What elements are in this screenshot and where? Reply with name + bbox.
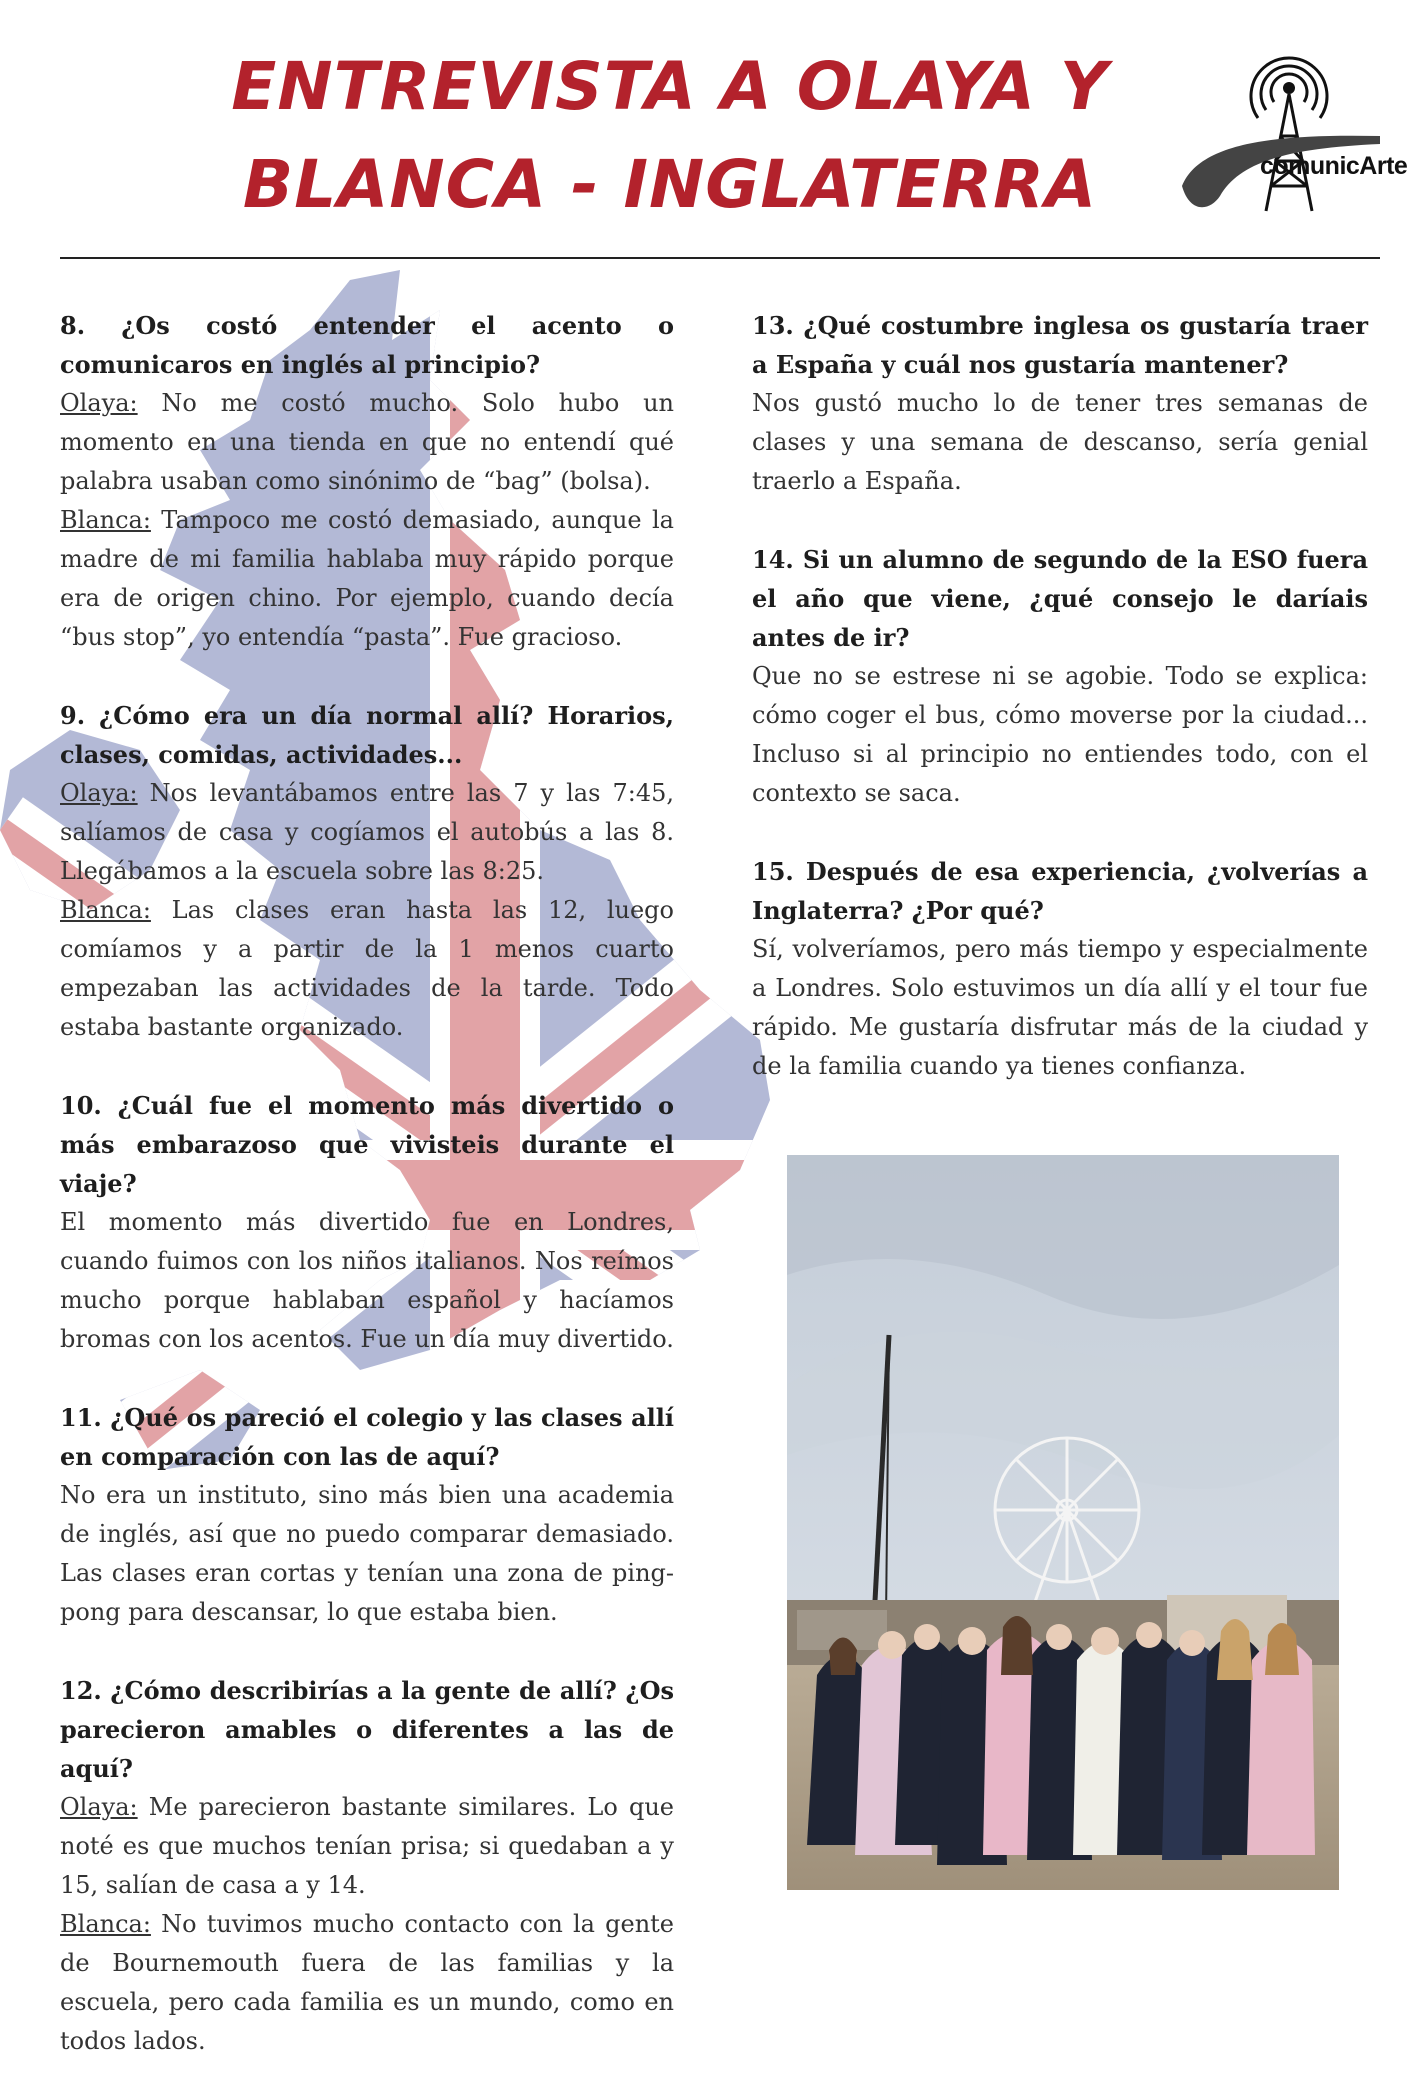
answer-text: Que no se estrese ni se agobie. Todo se explica: cómo coger el bus, cómo moverse por la ciudad... Incluso si al principio no entiendes todo, con el contexto se saca.: [752, 662, 1368, 807]
speaker-label: Blanca:: [60, 1910, 151, 1938]
speaker-label: Olaya:: [60, 1793, 138, 1821]
right-column: [752, 306, 1368, 1125]
left-column: [60, 306, 674, 2100]
speaker-label: Olaya:: [60, 779, 138, 807]
page-title: [180, 38, 1160, 234]
qa-item-8: [60, 306, 674, 657]
qa-item-10: [60, 1086, 674, 1359]
title-line-2: BLANCA - INGLATERRA: [242, 146, 1098, 223]
question-11: 11. ¿Qué os pareció el colegio y las clases allí en comparación con las de aquí?: [60, 1403, 674, 1471]
qa-item-9: [60, 696, 674, 1047]
logo-text: comunicArte: [1260, 152, 1408, 180]
qa-item-11: [60, 1398, 674, 1632]
question-15: 15. Después de esa experiencia, ¿volverías a Inglaterra? ¿Por qué?: [752, 857, 1368, 925]
answer-text: No me costó mucho. Solo hubo un momento en una tienda en que no entendí qué palabra usaban como sinónimo de “bag” (bolsa).: [60, 389, 674, 495]
qa-item-14: [752, 540, 1368, 813]
answer-text: Me parecieron bastante similares. Lo que noté es que muchos tenían prisa; si quedaban a y 15, salían de casa a y 14.: [60, 1793, 674, 1899]
answer-paragraph: [60, 891, 674, 1047]
qa-item-13: [752, 306, 1368, 501]
question-9: 9. ¿Cómo era un día normal allí? Horarios, clases, comidas, actividades...: [60, 701, 674, 769]
header-divider: [60, 257, 1380, 259]
answer-paragraph: [60, 1905, 674, 2061]
answer-text: Nos levantábamos entre las 7 y las 7:45, salíamos de casa y cogíamos el autobús a las 8. Llegábamos a la escuela sobre las 8:25.: [60, 779, 674, 885]
question-10: 10. ¿Cuál fue el momento más divertido o más embarazoso que vivisteis durante el viaje?: [60, 1091, 674, 1198]
speaker-label: Olaya:: [60, 389, 138, 417]
question-12: 12. ¿Cómo describirías a la gente de allí? ¿Os parecieron amables o diferentes a las de aquí?: [60, 1676, 674, 1783]
answer-text: No tuvimos mucho contacto con la gente de Bournemouth fuera de las familias y la escuela, pero cada familia es un mundo, como en todos lados.: [60, 1910, 674, 2055]
answer-paragraph: [60, 501, 674, 657]
answer-paragraph: [60, 384, 674, 501]
answer-paragraph: [60, 1788, 674, 1905]
answer-text: No era un instituto, sino más bien una academia de inglés, así que no puedo comparar demasiado. Las clases eran cortas y tenían una zona de ping-pong para descansar, lo que estaba bien.: [60, 1481, 674, 1626]
answer-text: Las clases eran hasta las 12, luego comíamos y a partir de la 1 menos cuarto empezaban las actividades de la tarde. Todo estaba bastante organizado.: [60, 896, 674, 1041]
question-8: 8. ¿Os costó entender el acento o comunicaros en inglés al principio?: [60, 311, 674, 379]
answer-paragraph: [60, 774, 674, 891]
answer-text: El momento más divertido fue en Londres, cuando fuimos con los niños italianos. Nos reímos mucho porque hablaban español y hacíamos bromas con los acentos. Fue un día muy divertido.: [60, 1208, 674, 1353]
qa-item-12: [60, 1671, 674, 2061]
title-line-1: ENTREVISTA A OLAYA Y: [231, 48, 1109, 125]
question-14: 14. Si un alumno de segundo de la ESO fuera el año que viene, ¿qué consejo le daríais antes de ir?: [752, 545, 1368, 652]
speaker-label: Blanca:: [60, 896, 151, 924]
answer-text: Nos gustó mucho lo de tener tres semanas de clases y una semana de descanso, sería genial traerlo a España.: [752, 389, 1368, 495]
group-photo: [787, 1155, 1339, 1890]
qa-item-15: [752, 852, 1368, 1086]
radio-tower-logo-icon: [1180, 36, 1390, 226]
answer-text: Tampoco me costó demasiado, aunque la madre de mi familia hablaba muy rápido porque era de origen chino. Por ejemplo, cuando decía “bus stop”, yo entendía “pasta”. Fue gracioso.: [60, 506, 674, 651]
answer-text: Sí, volveríamos, pero más tiempo y especialmente a Londres. Solo estuvimos un día allí y el tour fue rápido. Me gustaría disfrutar más de la ciudad y de la familia cuando ya tienes confianza.: [752, 935, 1368, 1080]
question-13: 13. ¿Qué costumbre inglesa os gustaría traer a España y cuál nos gustaría mantener?: [752, 311, 1368, 379]
speaker-label: Blanca:: [60, 506, 151, 534]
